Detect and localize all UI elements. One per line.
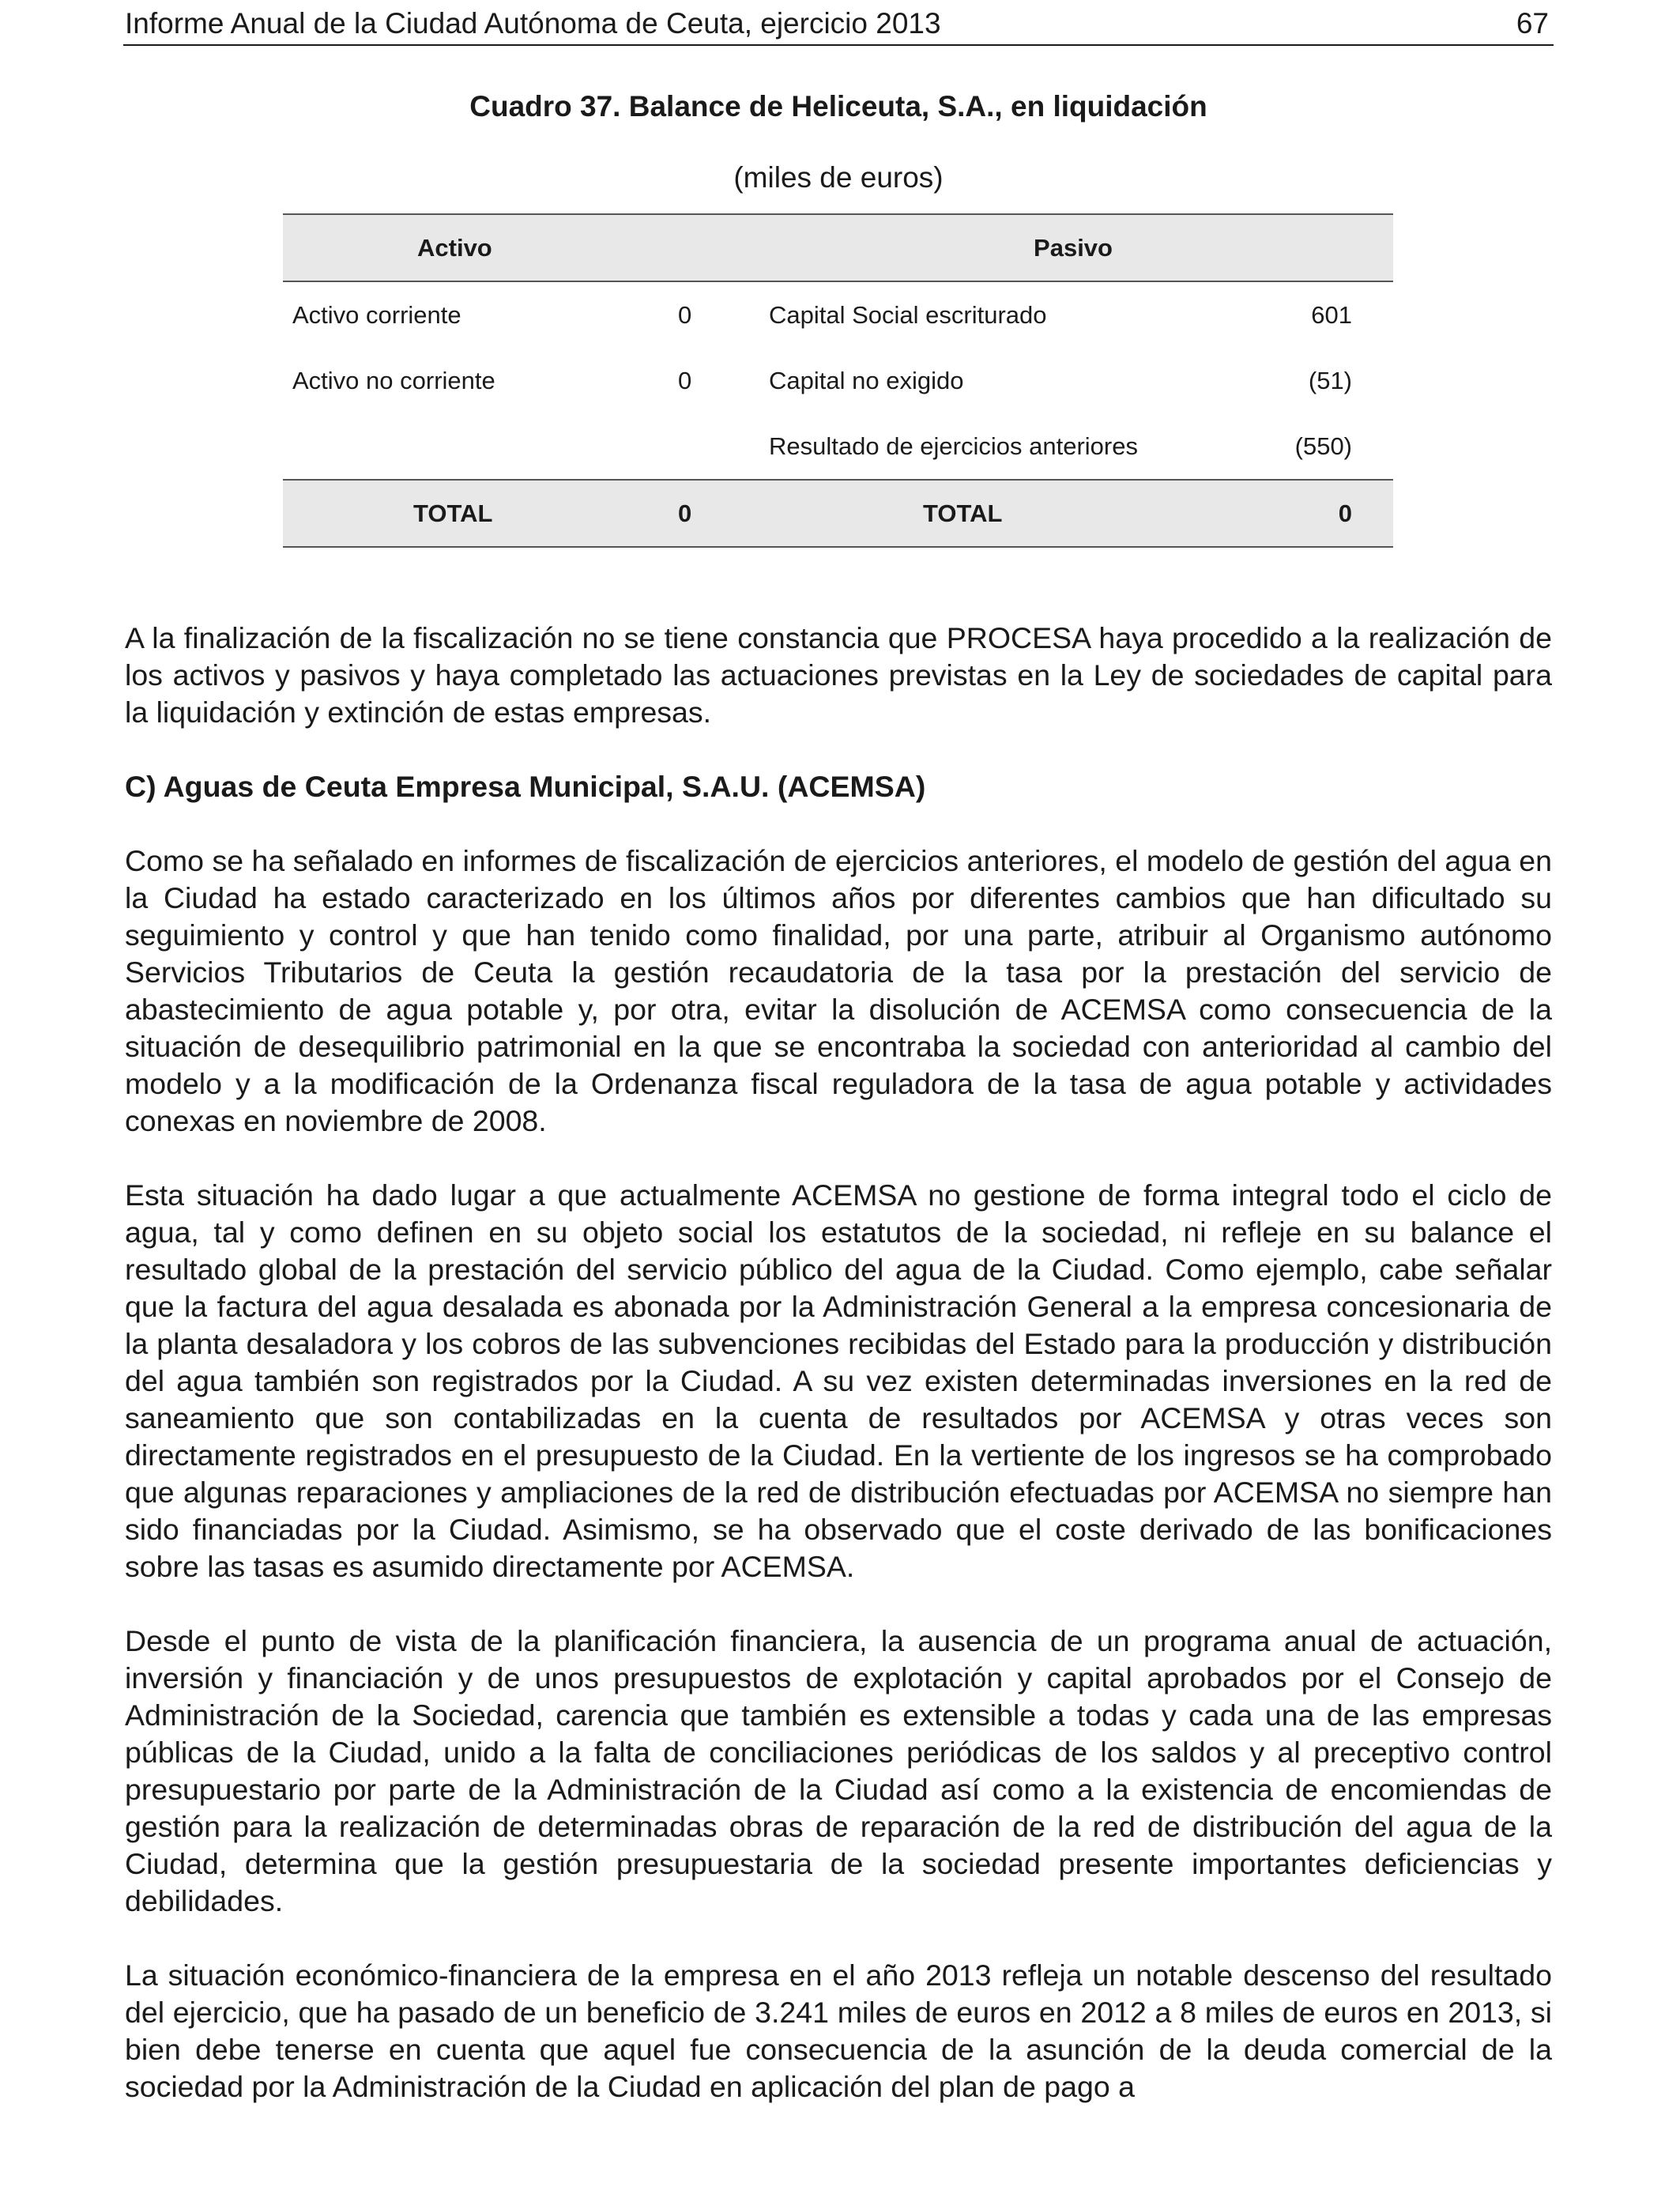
- activo-value: 0: [678, 366, 692, 394]
- total-pasivo-value: 0: [1219, 480, 1393, 547]
- total-activo-label: TOTAL: [283, 480, 631, 547]
- header-pasivo: Pasivo: [753, 214, 1393, 281]
- pasivo-label: Capital Social escriturado: [769, 300, 1047, 329]
- paragraph: Como se ha señalado en informes de fiscalización de ejercicios anteriores, el modelo de gestión del agua en la Ciudad ha estado caracterizado en los últimos años por diferentes cambios que han dificultado su seguimiento y control y que han tenido como finalidad, por una parte, atribuir al Organismo autónomo Servicios Tributarios de Ceuta la gestión recaudatoria de la tasa por la prestación del servicio de abastecimiento de agua potable y, por otra, evitar la disolución de ACEMSA como consecuencia de la situación de desequilibrio patrimonial en la que se encontraba la sociedad con anterioridad al cambio del modelo y a la modificación de la Ordenanza fiscal reguladora de la tasa de agua potable y actividades conexas en noviembre de 2008.: [125, 844, 1552, 1137]
- balance-table: [283, 213, 1393, 548]
- table-total-row: [283, 480, 1393, 547]
- table-row: [283, 281, 1393, 348]
- activo-value: [631, 413, 753, 480]
- pasivo-label: Capital no exigido: [769, 366, 964, 394]
- page-number: 67: [1516, 7, 1549, 40]
- header-title: Informe Anual de la Ciudad Autónoma de Ceuta, ejercicio 2013: [125, 7, 941, 40]
- table-row: [283, 413, 1393, 480]
- pasivo-value: (51): [1308, 366, 1353, 394]
- paragraph: A la finalización de la fiscalización no se tiene constancia que PROCESA haya procedido a la realización de los activos y pasivos y haya completado las actuaciones previstas en la Ley de sociedades de capital para la liquidación y extinción de estas empresas.: [125, 621, 1552, 729]
- activo-label: [283, 413, 631, 480]
- paragraph: Desde el punto de vista de la planificación financiera, la ausencia de un programa anual de actuación, inversión y financiación y de unos presupuestos de explotación y capital aprobados por el Consejo de Administración de la Sociedad, carencia que también es extensible a todas y cada una de las empresas públicas de la Ciudad, unido a la falta de conciliaciones periódicas de los saldos y al preceptivo control presupuestario por parte de la Administración de la Ciudad así como a la existencia de encomiendas de gestión para la realización de determinadas obras de reparación de la red de distribución del agua de la Ciudad, determina que la gestión presupuestaria de la sociedad presente importantes deficiencias y debilidades.: [125, 1624, 1552, 1917]
- header-activo: Activo: [283, 214, 753, 281]
- table-row: [283, 348, 1393, 413]
- total-activo-value: 0: [631, 480, 753, 547]
- table-header-row: [283, 214, 1393, 281]
- paragraph: La situación económico-financiera de la empresa en el año 2013 refleja un notable descenso del resultado del ejercicio, que ha pasado de un beneficio de 3.241 miles de euros en 2012 a 8 miles de euros en 2013, si bien debe tenerse en cuenta que aquel fue consecuencia de la asunción de la deuda comercial de la sociedad por la Administración de la Ciudad en aplicación del plan de pago a: [125, 1958, 1552, 2103]
- pasivo-value: (550): [1294, 432, 1353, 460]
- activo-label: Activo corriente: [292, 300, 461, 329]
- table-caption: Cuadro 37. Balance de Heliceuta, S.A., en liquidación: [469, 90, 1207, 123]
- paragraph: Esta situación ha dado lugar a que actualmente ACEMSA no gestione de forma integral todo el ciclo de agua, tal y como definen en su objeto social los estatutos de la sociedad, ni refleje en su balance el resultado global de la prestación del servicio público del agua de la Ciudad. Como ejemplo, cabe señalar que la factura del agua desalada es abonada por la Administración General a la empresa concesionaria de la planta desaladora y los cobros de las subvenciones recibidas del Estado para la producción y distribución del agua también son registrados por la Ciudad. A su vez existen determinadas inversiones en la red de saneamiento que son contabilizadas en la cuenta de resultados por ACEMSA y otras veces son directamente registrados en el presupuesto de la Ciudad. En la vertiente de los ingresos se ha comprobado que algunas reparaciones y ampliaciones de la red de distribución efectuadas por ACEMSA no siempre han sido financiadas por la Ciudad. Asimismo, se ha observado que el coste derivado de las bonificaciones sobre las tasas es asumido directamente por ACEMSA.: [125, 1178, 1552, 1583]
- total-pasivo-label: TOTAL: [753, 480, 1219, 547]
- table-units: (miles de euros): [733, 161, 944, 194]
- pasivo-value: 601: [1311, 300, 1353, 329]
- activo-value: 0: [678, 300, 692, 329]
- activo-label: Activo no corriente: [292, 366, 495, 394]
- body-text: [125, 620, 1552, 2143]
- section-title: C) Aguas de Ceuta Empresa Municipal, S.A.U. (ACEMSA): [125, 770, 926, 803]
- pasivo-label: Resultado de ejercicios anteriores: [769, 432, 1138, 460]
- page-header: [123, 6, 1554, 46]
